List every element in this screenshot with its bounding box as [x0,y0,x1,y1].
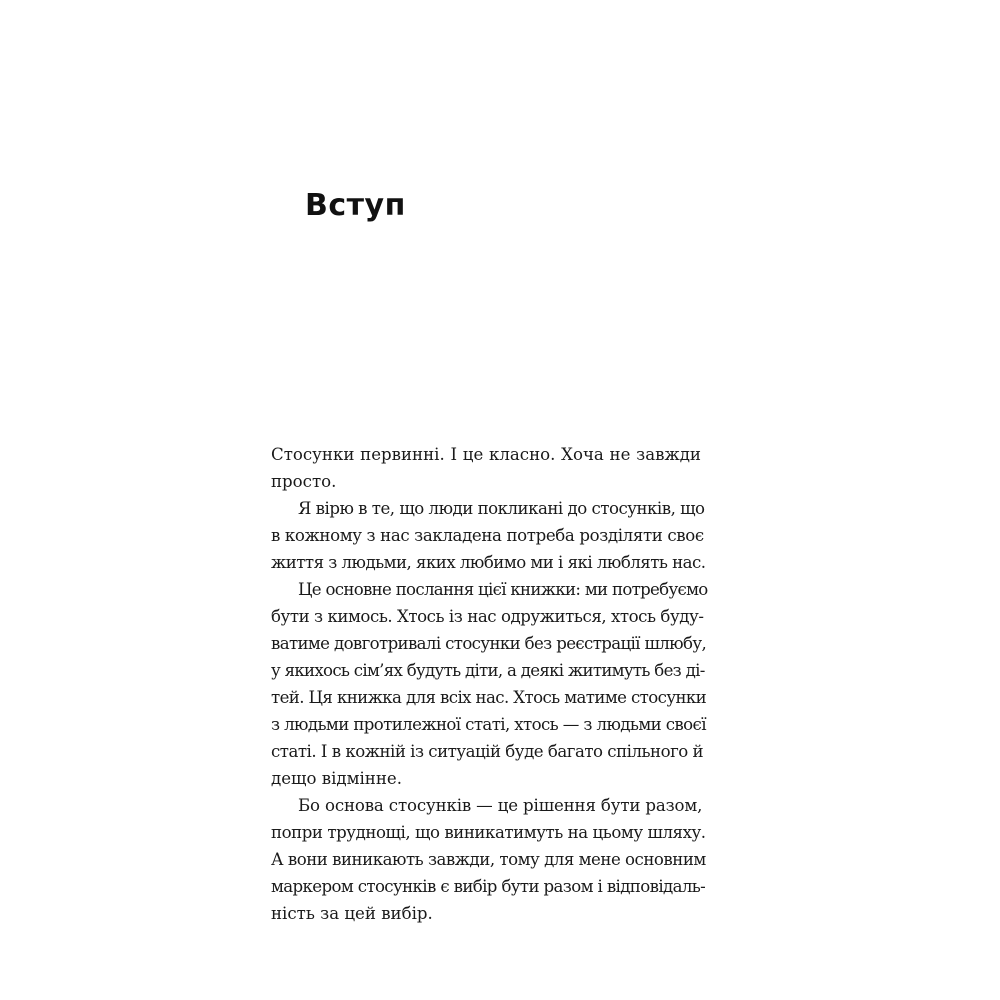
text-line: у якихось сім’ях будуть діти, а деякі житимуть без ді- [271,661,705,680]
text-line: ватиме довготривалі стосунки без реєстрації шлюбу, [271,634,707,653]
text-line: дещо відмінне. [271,769,403,788]
text-line: бути з кимось. Хтось із нас одружиться, хтось буду- [271,607,704,626]
text-line: просто. [271,472,337,491]
text-line: Бо основа стосунків — це рішення бути разом, [298,796,703,815]
text-line: в кожному з нас закладена потреба розділяти своє [271,526,704,545]
text-line: статі. І в кожній із ситуацій буде багато спільного й [271,742,704,761]
text-line: Стосунки первинні. І це класно. Хоча не завжди [271,445,701,464]
text-line: Я вірю в те, що люди покликані до стосунків, що [298,499,705,518]
body-text [271,441,708,927]
text-line: А вони виникають завжди, тому для мене основним [271,850,706,869]
text-line: ність за цей вибір. [271,904,433,923]
chapter-title: Вступ [305,188,406,223]
text-line: тей. Ця книжка для всіх нас. Хтось матиме стосунки [271,688,707,707]
text-line: попри труднощі, що виникатимуть на цьому шляху. [271,823,706,842]
text-line: маркером стосунків є вибір бути разом і відповідаль- [271,877,706,896]
text-line: з людьми протилежної статі, хтось — з людьми своєї [271,715,706,734]
text-line: життя з людьми, яких любимо ми і які люблять нас. [271,553,706,572]
text-line: Це основне послання цієї книжки: ми потребуємо [298,580,708,599]
